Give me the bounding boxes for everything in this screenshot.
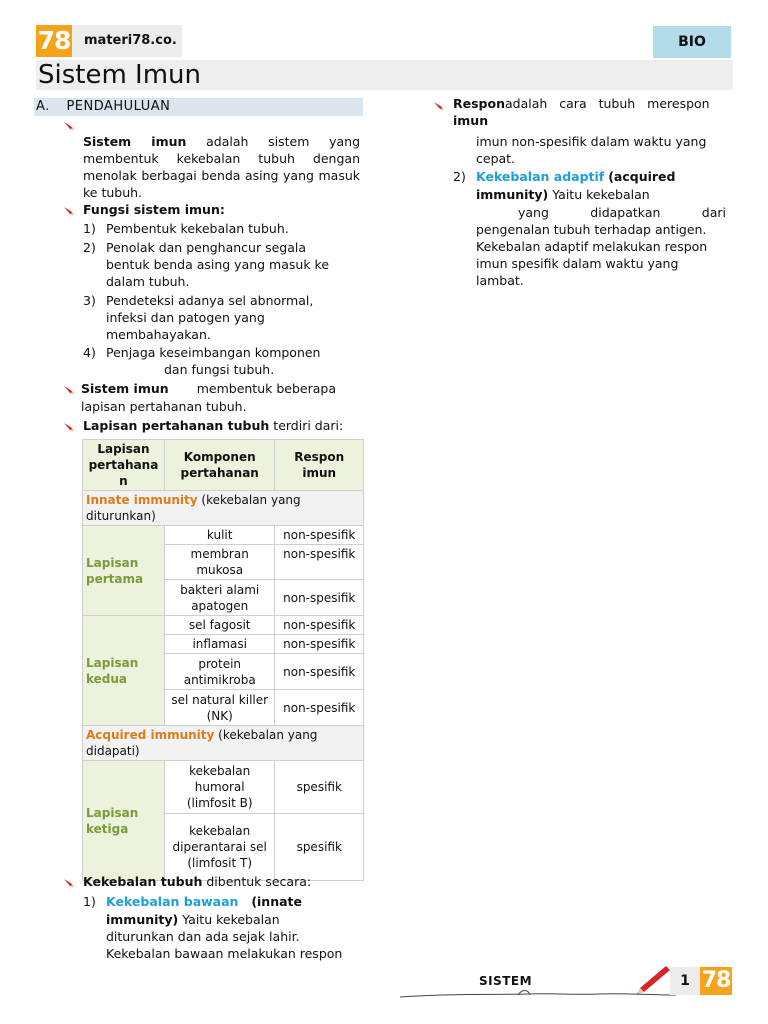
table-cell: spesifik bbox=[275, 814, 364, 881]
table-header: Respon imun bbox=[275, 440, 364, 491]
table-row bbox=[83, 526, 364, 545]
logo-badge: 78 bbox=[37, 26, 71, 55]
table-cell: sel natural killer (NK) bbox=[164, 690, 275, 726]
group-label: Lapisan ketiga bbox=[83, 761, 165, 881]
section-title: PENDAHULUAN bbox=[66, 99, 171, 114]
table-header: Komponen pertahanan bbox=[164, 440, 275, 491]
respon-line1 bbox=[453, 95, 710, 129]
nonspesifik-line1: imun non-spesifik dalam waktu yang bbox=[476, 134, 707, 149]
komponen-line: kekebalan humoral bbox=[189, 764, 251, 794]
adaptif-item bbox=[476, 168, 716, 185]
lapisan-heading-rest: terdiri dari: bbox=[273, 418, 344, 433]
table-cell: protein antimikroba bbox=[164, 654, 275, 690]
table-cell: non-spesifik bbox=[275, 526, 364, 545]
lapisan-intro bbox=[81, 380, 336, 415]
acquired-section bbox=[83, 726, 364, 761]
table-cell: non-spesifik bbox=[275, 654, 364, 690]
nonspesifik-line2: cepat. bbox=[476, 151, 516, 166]
intro-paragraph bbox=[83, 133, 360, 201]
list-number: 2) bbox=[83, 240, 96, 255]
group-label: Lapisan kedua bbox=[83, 616, 165, 726]
lapisan-table bbox=[82, 439, 364, 881]
fungsi-item-1 bbox=[83, 220, 96, 237]
bawaan-item-lines bbox=[106, 911, 356, 962]
bawaan-term: Kekebalan bawaan bbox=[106, 894, 239, 909]
bawaan-number: 1) bbox=[83, 894, 96, 909]
adaptif-lines bbox=[476, 186, 726, 289]
fungsi-item-4 bbox=[83, 344, 96, 361]
komponen-line: (limfosit B) bbox=[186, 796, 253, 810]
adaptif-line3-word: yang bbox=[518, 205, 549, 220]
table-section-row bbox=[83, 491, 364, 526]
pencil-bullet-icon bbox=[63, 204, 75, 219]
pencil-bullet-icon bbox=[63, 119, 75, 134]
table-cell bbox=[164, 761, 275, 814]
section-heading bbox=[36, 98, 170, 116]
acquired-term: Acquired immunity bbox=[86, 728, 215, 742]
adaptif-line3-word: dari bbox=[701, 205, 726, 220]
table-cell: kulit bbox=[164, 526, 275, 545]
pencil-icon bbox=[630, 962, 672, 1001]
table-row bbox=[83, 616, 364, 635]
table-cell: non-spesifik bbox=[275, 580, 364, 616]
pencil-bullet-icon bbox=[63, 383, 75, 398]
table-row bbox=[83, 761, 364, 814]
kekebalan-heading-term: Kekebalan tubuh bbox=[83, 874, 203, 889]
page-title: Sistem Imun bbox=[38, 60, 202, 90]
intro-term: Sistem imun bbox=[83, 134, 187, 149]
pencil-bullet-icon bbox=[63, 420, 75, 435]
komponen-line: (limfosit T) bbox=[187, 856, 253, 870]
fungsi-item-2-rest: bentuk benda asing yang masuk ke dalam tubuh. bbox=[106, 257, 330, 289]
bawaan-line2: Yaitu kekebalan bbox=[182, 912, 280, 927]
page-number: 1 bbox=[670, 967, 700, 995]
lapisan-heading-term: Lapisan pertahanan tubuh bbox=[83, 418, 270, 433]
table-header: Lapisan pertahana n bbox=[83, 440, 165, 491]
table-cell: sel fagosit bbox=[164, 616, 275, 635]
adaptif-line2: Yaitu kekebalan bbox=[552, 187, 650, 202]
fungsi-item-3-text: Pendeteksi adanya sel abnormal, infeksi dan patogen yang membahayakan. bbox=[106, 293, 314, 342]
kekebalan-heading-rest: dibentuk secara: bbox=[206, 874, 312, 889]
footer-word: SISTEM bbox=[479, 974, 533, 988]
fungsi-item-2-text bbox=[106, 239, 346, 290]
lapisan-intro-term: Sistem imun bbox=[81, 381, 169, 396]
nonspesifik-text bbox=[476, 133, 726, 167]
fungsi-item-4-rest: dan fungsi tubuh. bbox=[164, 362, 275, 377]
lapisan-intro-rest: membentuk beberapa bbox=[196, 381, 336, 396]
table-section-row bbox=[83, 726, 364, 761]
fungsi-item-2-line1: Penolak dan penghancur segala bbox=[106, 240, 307, 255]
table-cell: non-spesifik bbox=[275, 616, 364, 635]
adaptif-line3-word: didapatkan bbox=[590, 205, 661, 220]
fungsi-heading-text: Fungsi sistem imun: bbox=[83, 202, 225, 217]
table-cell: bakteri alami apatogen bbox=[164, 580, 275, 616]
table-cell: non-spesifik bbox=[275, 635, 364, 654]
innate-section bbox=[83, 491, 364, 526]
fungsi-item-4-line1: Penjaga keseimbangan komponen bbox=[106, 345, 321, 360]
adaptif-en: (acquired bbox=[608, 169, 676, 184]
fungsi-item-4-text bbox=[106, 344, 346, 378]
site-name[interactable]: materi78.co. bbox=[84, 33, 177, 48]
adaptif-line6: imun spesifik dalam waktu yang lambat. bbox=[476, 256, 679, 288]
list-number: 1) bbox=[83, 221, 96, 236]
table-cell bbox=[164, 814, 275, 881]
subject-badge: BIO bbox=[653, 26, 731, 58]
footer-logo: 78 bbox=[701, 968, 731, 993]
table-cell: non-spesifik bbox=[275, 545, 364, 580]
fungsi-item-3 bbox=[83, 292, 96, 309]
pencil-bullet-icon bbox=[433, 99, 445, 114]
pencil-bullet-icon bbox=[63, 876, 75, 891]
adaptif-term: Kekebalan adaptif bbox=[476, 169, 605, 184]
table-cell: non-spesifik bbox=[275, 690, 364, 726]
table-cell: membran mukosa bbox=[164, 545, 275, 580]
bawaan-line3: diturunkan dan ada sejak lahir. bbox=[106, 929, 300, 944]
lapisan-heading bbox=[83, 417, 343, 434]
fungsi-item-2 bbox=[83, 239, 96, 256]
bawaan-en: (innate bbox=[251, 894, 302, 909]
respon-term: Respon imun bbox=[453, 96, 505, 128]
fungsi-heading bbox=[83, 201, 225, 218]
adaptif-line4: pengenalan tubuh terhadap antigen. bbox=[476, 222, 707, 237]
respon-rest: adalah cara tubuh merespon bbox=[504, 96, 710, 111]
adaptif-line5: Kekebalan adaptif melakukan respon bbox=[476, 239, 708, 254]
bawaan-line4: Kekebalan bawaan melakukan respon bbox=[106, 946, 343, 961]
innate-rest: (kekebalan yang diturunkan) bbox=[86, 493, 301, 523]
bawaan-en2: immunity) bbox=[106, 912, 179, 927]
adaptif-number: 2) bbox=[453, 169, 466, 184]
acquired-rest: (kekebalan yang didapati) bbox=[86, 728, 318, 758]
adaptif-en2: immunity) bbox=[476, 187, 549, 202]
bawaan-item bbox=[106, 893, 302, 910]
group-label: Lapisan pertama bbox=[83, 526, 165, 616]
kekebalan-heading bbox=[83, 873, 311, 890]
table-cell: inflamasi bbox=[164, 635, 275, 654]
list-number: 3) bbox=[83, 293, 96, 308]
lapisan-intro-line2: lapisan pertahanan tubuh. bbox=[81, 399, 247, 414]
table-header-row bbox=[83, 440, 364, 491]
fungsi-item-1-text: Pembentuk kekebalan tubuh. bbox=[106, 221, 289, 236]
innate-term: Innate immunity bbox=[86, 493, 198, 507]
list-number: 4) bbox=[83, 345, 96, 360]
intro-text: adalah sistem yang membentuk kekebalan tubuh dengan menolak berbagai benda asing yang masuk ke tubuh. bbox=[83, 134, 360, 200]
section-number: A. bbox=[36, 99, 50, 114]
komponen-line: kekebalan diperantarai sel bbox=[172, 824, 267, 854]
table-cell: spesifik bbox=[275, 761, 364, 814]
